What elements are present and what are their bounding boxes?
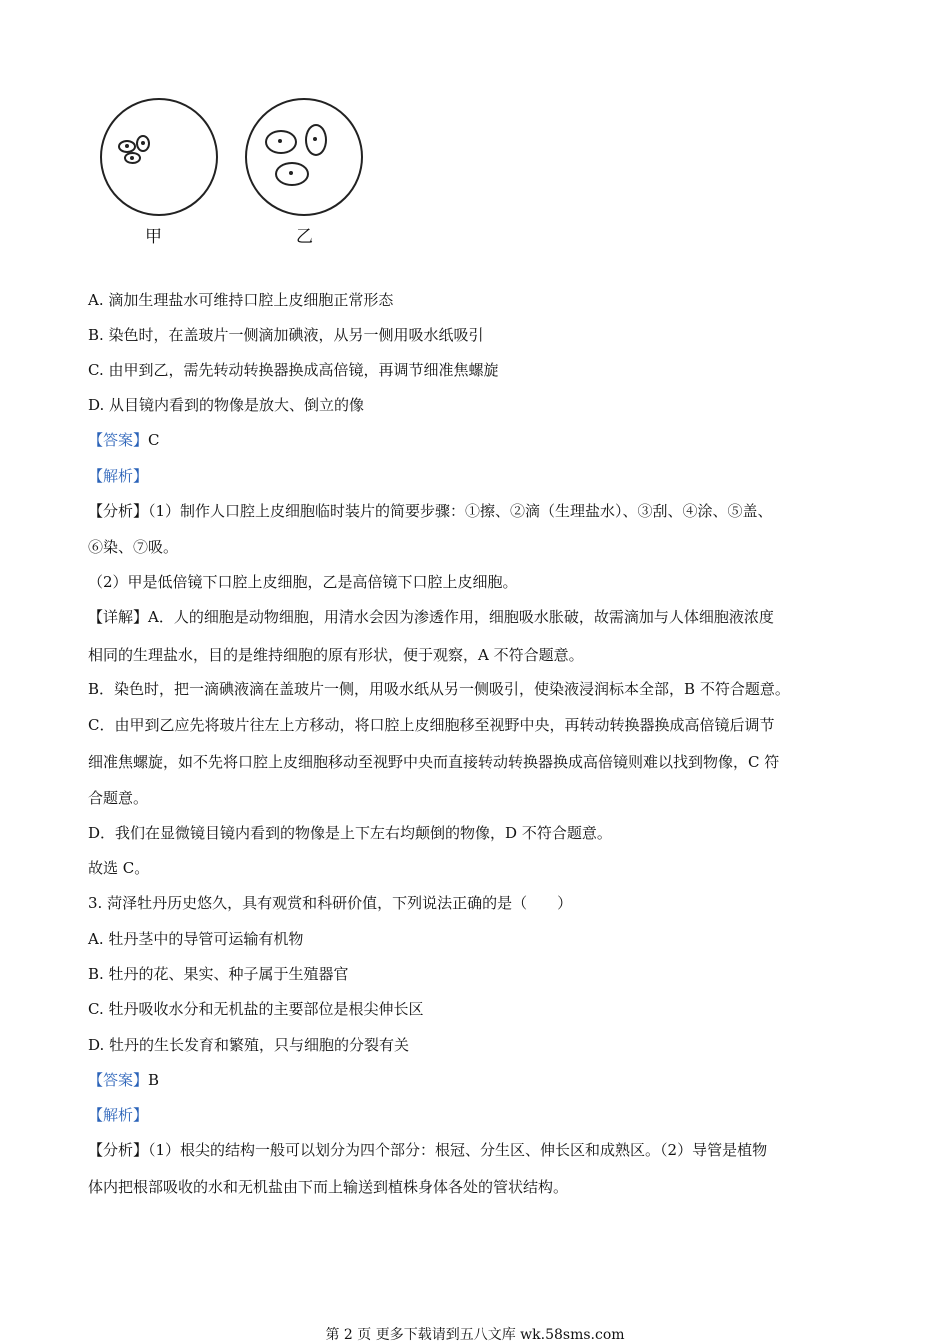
analysis-line: 【分析】（1）制作人口腔上皮细胞临时装片的简要步骤：①擦、②滴（生理盐水）、③刮、④涂、⑤盖、	[88, 502, 773, 520]
high-power-field	[245, 98, 363, 216]
analysis-line: 【分析】（1）根尖的结构一般可以划分为四个部分：根冠、分生区、伸长区和成熟区。（2）导管是植物	[88, 1141, 768, 1159]
label-yi: 乙	[296, 227, 313, 247]
analysis-line: 体内把根部吸收的水和无机盐由下而上输送到植株身体各处的管状结构。	[88, 1178, 569, 1196]
answer-tag: 【答案】	[88, 1071, 149, 1089]
low-power-field	[100, 98, 218, 216]
answer-tag: 【答案】	[88, 431, 149, 449]
option-c: C. 牡丹吸收水分和无机盐的主要部位是根尖伸长区	[88, 1000, 424, 1018]
detail-line: B．染色时，把一滴碘液滴在盖玻片一侧，用吸水纸从另一侧吸引，使染液浸润标本全部，B 不符合题意。	[88, 680, 790, 698]
option-d: D. 牡丹的生长发育和繁殖，只与细胞的分裂有关	[88, 1036, 410, 1054]
cell	[275, 162, 309, 186]
cell	[124, 152, 141, 164]
detail-line: 【详解】A．人的细胞是动物细胞，用清水会因为渗透作用，细胞吸水胀破，故需滴加与人体细胞液浓度	[88, 608, 774, 626]
detail-line: D．我们在显微镜目镜内看到的物像是上下左右均颠倒的物像，D 不符合题意。	[88, 824, 612, 842]
cell	[305, 124, 327, 156]
detail-line: C．由甲到乙应先将玻片往左上方移动，将口腔上皮细胞移至视野中央，再转动转换器换成高倍镜后调节	[88, 716, 775, 734]
label-jia: 甲	[145, 227, 162, 247]
page-footer: 第 2 页 更多下载请到五八文库 wk.58sms.com	[325, 1327, 625, 1343]
answer-line	[88, 430, 862, 450]
analysis-line: （2）甲是低倍镜下口腔上皮细胞，乙是高倍镜下口腔上皮细胞。	[88, 573, 518, 591]
option-a: A. 滴加生理盐水可维持口腔上皮细胞正常形态	[88, 291, 394, 309]
microscope-figure	[95, 92, 370, 252]
answer-line	[88, 1070, 862, 1090]
option-c: C. 由甲到乙，需先转动转换器换成高倍镜，再调节细准焦螺旋	[88, 361, 499, 379]
analysis-tag: 【解析】	[88, 1106, 149, 1124]
detail-line: 合题意。	[88, 789, 149, 807]
analysis-tag: 【解析】	[88, 467, 149, 485]
option-b: B. 牡丹的花、果实、种子属于生殖器官	[88, 965, 349, 983]
detail-line: 细准焦螺旋，如不先将口腔上皮细胞移动至视野中央而直接转动转换器换成高倍镜则难以找到物像，C 符	[88, 753, 780, 771]
cell	[136, 135, 150, 152]
option-a: A. 牡丹茎中的导管可运输有机物	[88, 930, 304, 948]
detail-line: 相同的生理盐水，目的是维持细胞的原有形状，便于观察，A 不符合题意。	[88, 646, 584, 664]
question-3: 3. 菏泽牡丹历史悠久，具有观赏和科研价值，下列说法正确的是（ ）	[88, 894, 573, 912]
option-d: D. 从目镜内看到的物像是放大、倒立的像	[88, 396, 365, 414]
analysis-line: ⑥染、⑦吸。	[88, 538, 179, 556]
answer-value: B	[148, 1071, 160, 1089]
answer-value: C	[148, 431, 160, 449]
option-b: B. 染色时，在盖玻片一侧滴加碘液，从另一侧用吸水纸吸引	[88, 326, 484, 344]
conclusion-line: 故选 C。	[88, 859, 150, 877]
cell	[265, 130, 297, 154]
